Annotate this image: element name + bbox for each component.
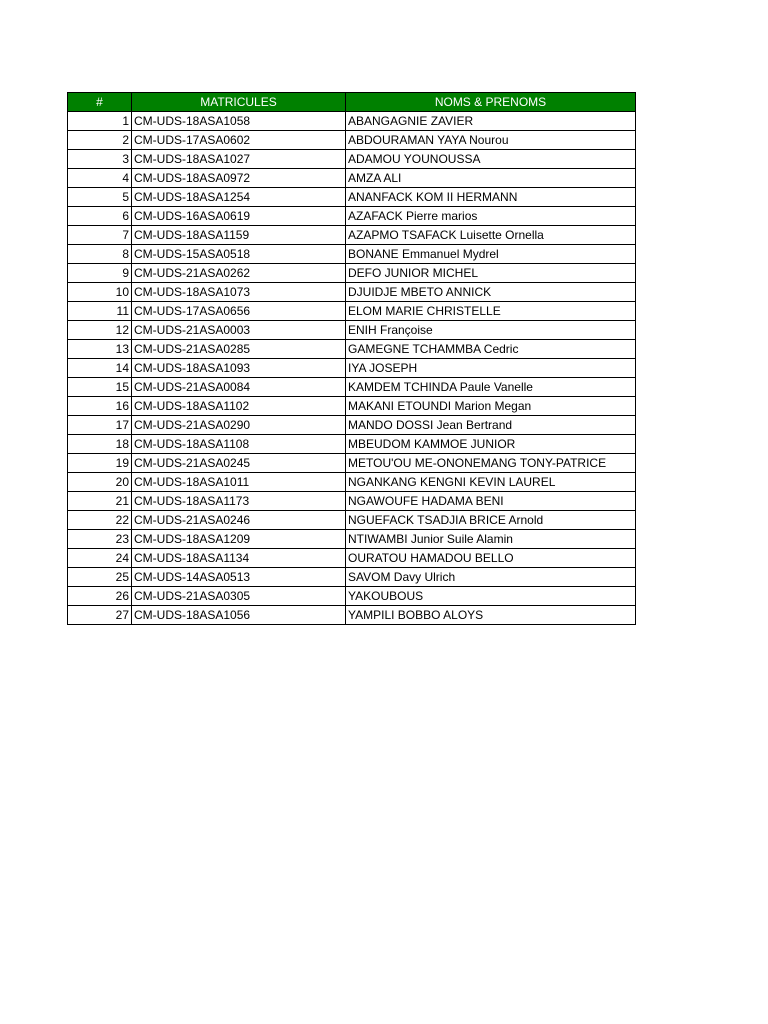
matricule-cell: CM-UDS-21ASA0290 bbox=[132, 416, 346, 435]
name-cell: YAMPILI BOBBO ALOYS bbox=[346, 606, 636, 625]
table-row bbox=[68, 568, 636, 587]
matricule-cell: CM-UDS-18ASA1209 bbox=[132, 530, 346, 549]
name-cell: ADAMOU YOUNOUSSA bbox=[346, 150, 636, 169]
row-number-cell: 25 bbox=[68, 568, 132, 587]
name-cell: MAKANI ETOUNDI Marion Megan bbox=[346, 397, 636, 416]
name-cell: AZAFACK Pierre marios bbox=[346, 207, 636, 226]
row-number-cell: 24 bbox=[68, 549, 132, 568]
name-cell: ABANGAGNIE ZAVIER bbox=[346, 112, 636, 131]
table-row bbox=[68, 359, 636, 378]
matricule-cell: CM-UDS-21ASA0305 bbox=[132, 587, 346, 606]
name-cell: ELOM MARIE CHRISTELLE bbox=[346, 302, 636, 321]
row-number-cell: 11 bbox=[68, 302, 132, 321]
row-number-cell: 27 bbox=[68, 606, 132, 625]
row-number-cell: 16 bbox=[68, 397, 132, 416]
header-row bbox=[68, 93, 636, 112]
table-row bbox=[68, 549, 636, 568]
table-row bbox=[68, 492, 636, 511]
row-number-cell: 6 bbox=[68, 207, 132, 226]
name-cell: OURATOU HAMADOU BELLO bbox=[346, 549, 636, 568]
matricule-cell: CM-UDS-18ASA1073 bbox=[132, 283, 346, 302]
table-row bbox=[68, 511, 636, 530]
name-cell: NGUEFACK TSADJIA BRICE Arnold bbox=[346, 511, 636, 530]
table-row bbox=[68, 473, 636, 492]
matricule-cell: CM-UDS-18ASA1108 bbox=[132, 435, 346, 454]
name-cell: NTIWAMBI Junior Suile Alamin bbox=[346, 530, 636, 549]
matricule-cell: CM-UDS-18ASA1173 bbox=[132, 492, 346, 511]
row-number-cell: 15 bbox=[68, 378, 132, 397]
spreadsheet-page bbox=[67, 92, 635, 625]
table-row bbox=[68, 397, 636, 416]
row-number-cell: 13 bbox=[68, 340, 132, 359]
row-number-cell: 7 bbox=[68, 226, 132, 245]
table-row bbox=[68, 150, 636, 169]
table-row bbox=[68, 340, 636, 359]
matricule-cell: CM-UDS-18ASA1134 bbox=[132, 549, 346, 568]
matricule-cell: CM-UDS-18ASA1056 bbox=[132, 606, 346, 625]
table-row bbox=[68, 207, 636, 226]
matricule-cell: CM-UDS-21ASA0262 bbox=[132, 264, 346, 283]
matricule-cell: CM-UDS-21ASA0003 bbox=[132, 321, 346, 340]
table-row bbox=[68, 416, 636, 435]
matricule-cell: CM-UDS-14ASA0513 bbox=[132, 568, 346, 587]
row-number-cell: 8 bbox=[68, 245, 132, 264]
name-cell: GAMEGNE TCHAMMBA Cedric bbox=[346, 340, 636, 359]
row-number-cell: 19 bbox=[68, 454, 132, 473]
matricule-cell: CM-UDS-21ASA0245 bbox=[132, 454, 346, 473]
name-cell: SAVOM Davy Ulrich bbox=[346, 568, 636, 587]
row-number-cell: 22 bbox=[68, 511, 132, 530]
table-row bbox=[68, 530, 636, 549]
table-row bbox=[68, 302, 636, 321]
table-row bbox=[68, 226, 636, 245]
table-row bbox=[68, 169, 636, 188]
name-cell: YAKOUBOUS bbox=[346, 587, 636, 606]
row-number-cell: 21 bbox=[68, 492, 132, 511]
name-cell: ANANFACK KOM II HERMANN bbox=[346, 188, 636, 207]
row-number-cell: 2 bbox=[68, 131, 132, 150]
table-row bbox=[68, 454, 636, 473]
name-cell: AZAPMO TSAFACK Luisette Ornella bbox=[346, 226, 636, 245]
matricule-cell: CM-UDS-18ASA0972 bbox=[132, 169, 346, 188]
table-body bbox=[68, 112, 636, 625]
table-row bbox=[68, 435, 636, 454]
matricule-cell: CM-UDS-17ASA0602 bbox=[132, 131, 346, 150]
row-number-cell: 26 bbox=[68, 587, 132, 606]
header-matricules: MATRICULES bbox=[132, 93, 346, 112]
matricule-cell: CM-UDS-18ASA1093 bbox=[132, 359, 346, 378]
table-header bbox=[68, 93, 636, 112]
table-row bbox=[68, 264, 636, 283]
table-row bbox=[68, 188, 636, 207]
matricule-cell: CM-UDS-15ASA0518 bbox=[132, 245, 346, 264]
name-cell: KAMDEM TCHINDA Paule Vanelle bbox=[346, 378, 636, 397]
row-number-cell: 23 bbox=[68, 530, 132, 549]
table-row bbox=[68, 283, 636, 302]
row-number-cell: 12 bbox=[68, 321, 132, 340]
header-number: # bbox=[68, 93, 132, 112]
name-cell: ENIH Françoise bbox=[346, 321, 636, 340]
table-row bbox=[68, 378, 636, 397]
row-number-cell: 9 bbox=[68, 264, 132, 283]
matricule-cell: CM-UDS-21ASA0084 bbox=[132, 378, 346, 397]
row-number-cell: 17 bbox=[68, 416, 132, 435]
matricule-cell: CM-UDS-18ASA1102 bbox=[132, 397, 346, 416]
row-number-cell: 1 bbox=[68, 112, 132, 131]
student-roster-table bbox=[67, 92, 636, 625]
name-cell: AMZA ALI bbox=[346, 169, 636, 188]
matricule-cell: CM-UDS-17ASA0656 bbox=[132, 302, 346, 321]
row-number-cell: 3 bbox=[68, 150, 132, 169]
name-cell: IYA JOSEPH bbox=[346, 359, 636, 378]
table-row bbox=[68, 245, 636, 264]
name-cell: MANDO DOSSI Jean Bertrand bbox=[346, 416, 636, 435]
row-number-cell: 14 bbox=[68, 359, 132, 378]
name-cell: DJUIDJE MBETO ANNICK bbox=[346, 283, 636, 302]
table-row bbox=[68, 112, 636, 131]
name-cell: BONANE Emmanuel Mydrel bbox=[346, 245, 636, 264]
name-cell: DEFO JUNIOR MICHEL bbox=[346, 264, 636, 283]
table-row bbox=[68, 321, 636, 340]
matricule-cell: CM-UDS-18ASA1011 bbox=[132, 473, 346, 492]
table-row bbox=[68, 131, 636, 150]
row-number-cell: 10 bbox=[68, 283, 132, 302]
row-number-cell: 5 bbox=[68, 188, 132, 207]
name-cell: MBEUDOM KAMMOE JUNIOR bbox=[346, 435, 636, 454]
table-row bbox=[68, 587, 636, 606]
matricule-cell: CM-UDS-18ASA1254 bbox=[132, 188, 346, 207]
row-number-cell: 18 bbox=[68, 435, 132, 454]
matricule-cell: CM-UDS-18ASA1027 bbox=[132, 150, 346, 169]
matricule-cell: CM-UDS-21ASA0285 bbox=[132, 340, 346, 359]
name-cell: NGAWOUFE HADAMA BENI bbox=[346, 492, 636, 511]
row-number-cell: 20 bbox=[68, 473, 132, 492]
table-row bbox=[68, 606, 636, 625]
matricule-cell: CM-UDS-18ASA1058 bbox=[132, 112, 346, 131]
name-cell: ABDOURAMAN YAYA Nourou bbox=[346, 131, 636, 150]
matricule-cell: CM-UDS-16ASA0619 bbox=[132, 207, 346, 226]
header-noms-prenoms: NOMS & PRENOMS bbox=[346, 93, 636, 112]
name-cell: METOU'OU ME-ONONEMANG TONY-PATRICE bbox=[346, 454, 636, 473]
row-number-cell: 4 bbox=[68, 169, 132, 188]
matricule-cell: CM-UDS-21ASA0246 bbox=[132, 511, 346, 530]
name-cell: NGANKANG KENGNI KEVIN LAUREL bbox=[346, 473, 636, 492]
matricule-cell: CM-UDS-18ASA1159 bbox=[132, 226, 346, 245]
